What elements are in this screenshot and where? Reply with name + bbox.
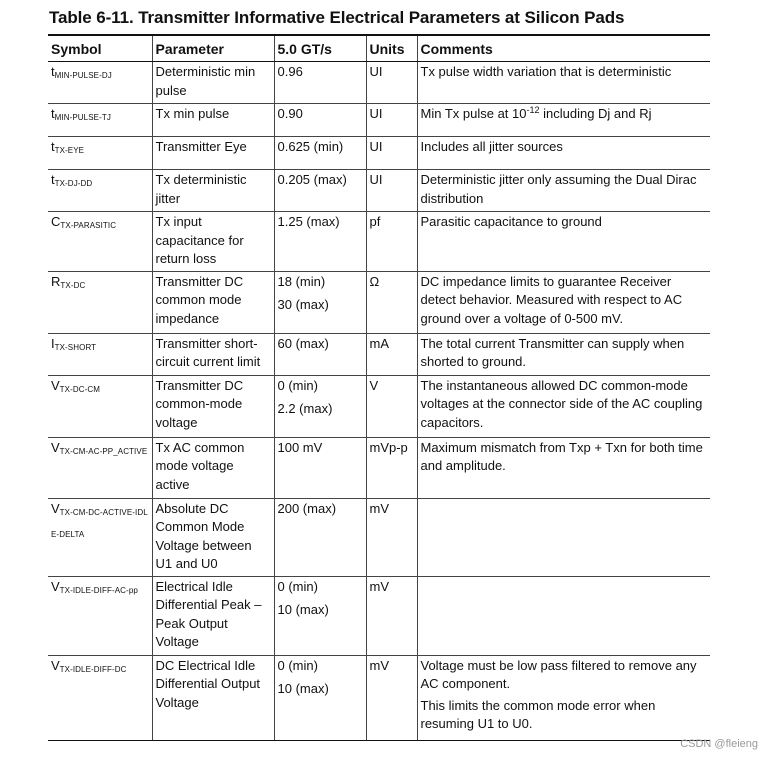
value-cell: [274, 498, 366, 576]
parameters-table: [48, 34, 710, 741]
parameter-cell: DC Electrical Idle Differential Output Voltage: [152, 655, 274, 740]
table-row: [48, 212, 710, 272]
parameter-cell: Tx input capacitance for return loss: [152, 212, 274, 272]
symbol-base: V: [51, 377, 60, 393]
comments-cell: [417, 271, 710, 333]
comment-post: including Dj and Rj: [539, 106, 652, 121]
parameter-cell: Absolute DC Common Mode Voltage between U1 and U0: [152, 498, 274, 576]
table-row: [48, 137, 710, 170]
comment-text: Tx pulse width variation that is deterministic: [420, 64, 672, 79]
symbol-cell: [48, 375, 152, 437]
column-header-units: Units: [366, 35, 417, 62]
symbol-base: V: [51, 500, 60, 516]
value-cell: [274, 375, 366, 437]
comment-text: This limits the common mode error when resuming U1 to U0.: [420, 697, 656, 731]
symbol-base: t: [51, 172, 55, 187]
symbol-cell: [48, 576, 152, 655]
comment-sup: -12: [526, 105, 540, 115]
comments-cell: [417, 333, 710, 375]
value-line: 30 (max): [277, 297, 329, 312]
comment-text: Deterministic jitter only assuming the Dual Dirac distribution: [420, 172, 697, 206]
value-line: 0 (min): [277, 578, 318, 594]
comments-cell: [417, 576, 710, 655]
value-cell: [274, 62, 366, 104]
value-cell: [274, 576, 366, 655]
value-line: 0 (min): [277, 377, 318, 393]
symbol-subscript: TX-DC: [60, 280, 86, 290]
value-cell: [274, 655, 366, 740]
units-cell: pf: [366, 212, 417, 272]
table-row: [48, 170, 710, 212]
units-cell: UI: [366, 104, 417, 137]
parameter-cell: Tx deterministic jitter: [152, 170, 274, 212]
comments-cell: [417, 62, 710, 104]
symbol-base: R: [51, 273, 61, 289]
table-body: [48, 62, 710, 741]
value-cell: [274, 170, 366, 212]
table-row: [48, 333, 710, 375]
value-line: 0.96: [277, 64, 303, 79]
comments-cell: [417, 655, 710, 740]
symbol-cell: [48, 437, 152, 498]
symbol-subscript: MIN-PULSE-TJ: [54, 113, 111, 122]
parameter-cell: Transmitter short-circuit current limit: [152, 333, 274, 375]
symbol-cell: [48, 170, 152, 212]
table-row: [48, 655, 710, 740]
symbol-base: t: [51, 106, 55, 121]
parameter-cell: Transmitter Eye: [152, 137, 274, 170]
symbol-cell: [48, 655, 152, 740]
units-cell: mV: [366, 576, 417, 655]
value-cell: [274, 137, 366, 170]
symbol-cell: [48, 62, 152, 104]
comment-text: Parasitic capacitance to ground: [420, 214, 602, 229]
table-row: [48, 576, 710, 655]
comment-pre: Min Tx pulse at 10: [420, 106, 527, 121]
symbol-cell: [48, 137, 152, 170]
symbol-cell: [48, 498, 152, 576]
comments-cell: [417, 104, 710, 137]
value-cell: [274, 212, 366, 272]
table-row: [48, 437, 710, 498]
comment-text: DC impedance limits to guarantee Receiver detect behavior. Measured with respect to AC ground over a voltage of 0-500 mV.: [420, 273, 683, 326]
parameter-cell: Tx AC common mode voltage active: [152, 437, 274, 498]
value-cell: [274, 104, 366, 137]
value-line: 18 (min): [277, 273, 326, 289]
parameter-cell: Electrical Idle Differential Peak – Peak Output Voltage: [152, 576, 274, 655]
units-cell: UI: [366, 62, 417, 104]
units-cell: mV: [366, 655, 417, 740]
comment-text: Maximum mismatch from Txp + Txn for both time and amplitude.: [420, 439, 703, 473]
value-line: 10 (max): [277, 602, 329, 617]
symbol-base: t: [51, 139, 55, 154]
comments-cell: [417, 437, 710, 498]
column-header-rate: 5.0 GT/s: [274, 35, 366, 62]
table-header-row: [48, 35, 710, 62]
symbol-subscript: TX-PARASITIC: [60, 221, 117, 230]
symbol-subscript: TX-SHORT: [54, 342, 97, 352]
symbol-base: I: [51, 335, 55, 351]
symbol-base: C: [51, 214, 61, 229]
value-line: 0 (min): [277, 657, 318, 673]
units-cell: mA: [366, 333, 417, 375]
symbol-subscript: TX-EYE: [54, 146, 85, 155]
symbol-subscript: TX-CM-DC-ACTIVE-IDLE-DELTA: [51, 507, 148, 539]
value-line: 10 (max): [277, 681, 329, 696]
comments-cell: [417, 170, 710, 212]
value-line: 1.25 (max): [277, 214, 340, 229]
symbol-cell: [48, 271, 152, 333]
comment-text: The total current Transmitter can supply when shorted to ground.: [420, 335, 685, 369]
value-line: 60 (max): [277, 335, 329, 351]
symbol-base: t: [51, 64, 55, 79]
units-cell: UI: [366, 137, 417, 170]
comment-text: [421, 105, 708, 124]
table-row: [48, 271, 710, 333]
units-cell: V: [366, 375, 417, 437]
comments-cell: [417, 375, 710, 437]
symbol-cell: [48, 333, 152, 375]
comment-text: The instantaneous allowed DC common-mode voltages at the connector side of the AC coupling capacitors.: [420, 377, 703, 430]
symbol-cell: [48, 104, 152, 137]
symbol-cell: [48, 212, 152, 272]
comment-text: Includes all jitter sources: [420, 139, 563, 154]
parameter-cell: Deterministic min pulse: [152, 62, 274, 104]
comment-text: Voltage must be low pass filtered to remove any AC component.: [420, 657, 697, 691]
table-row: [48, 62, 710, 104]
value-line: 0.625 (min): [277, 139, 344, 154]
symbol-subscript: TX-IDLE-DIFF-AC-pp: [59, 585, 138, 595]
column-header-comments: Comments: [417, 35, 710, 62]
value-line: 0.205 (max): [277, 172, 347, 187]
symbol-subscript: MIN-PULSE-DJ: [54, 71, 112, 80]
value-line: 0.90: [277, 106, 303, 121]
value-line: 100 mV: [277, 439, 323, 455]
units-cell: UI: [366, 170, 417, 212]
parameter-cell: Transmitter DC common mode impedance: [152, 271, 274, 333]
symbol-base: V: [51, 578, 60, 594]
comments-cell: [417, 137, 710, 170]
comments-cell: [417, 498, 710, 576]
symbol-subscript: TX-DJ-DD: [54, 179, 93, 188]
value-cell: [274, 333, 366, 375]
table-row: [48, 498, 710, 576]
value-cell: [274, 437, 366, 498]
symbol-subscript: TX-CM-AC-PP_ACTIVE: [59, 446, 148, 456]
value-line: 200 (max): [277, 500, 337, 516]
symbol-subscript: TX-IDLE-DIFF-DC: [59, 664, 127, 674]
table-title: Table 6-11. Transmitter Informative Electrical Parameters at Silicon Pads: [49, 8, 625, 27]
column-header-symbol: Symbol: [48, 35, 152, 62]
symbol-subscript: TX-DC-CM: [59, 384, 101, 394]
units-cell: Ω: [366, 271, 417, 333]
symbol-base: V: [51, 439, 60, 455]
parameter-cell: Transmitter DC common-mode voltage: [152, 375, 274, 437]
value-line: 2.2 (max): [277, 401, 333, 416]
units-cell: mVp-p: [366, 437, 417, 498]
column-header-parameter: Parameter: [152, 35, 274, 62]
symbol-base: V: [51, 657, 60, 673]
comments-cell: [417, 212, 710, 272]
table-row: [48, 375, 710, 437]
parameter-cell: Tx min pulse: [152, 104, 274, 137]
value-cell: [274, 271, 366, 333]
table-row: [48, 104, 710, 137]
watermark: CSDN @fleieng: [680, 738, 758, 750]
units-cell: mV: [366, 498, 417, 576]
